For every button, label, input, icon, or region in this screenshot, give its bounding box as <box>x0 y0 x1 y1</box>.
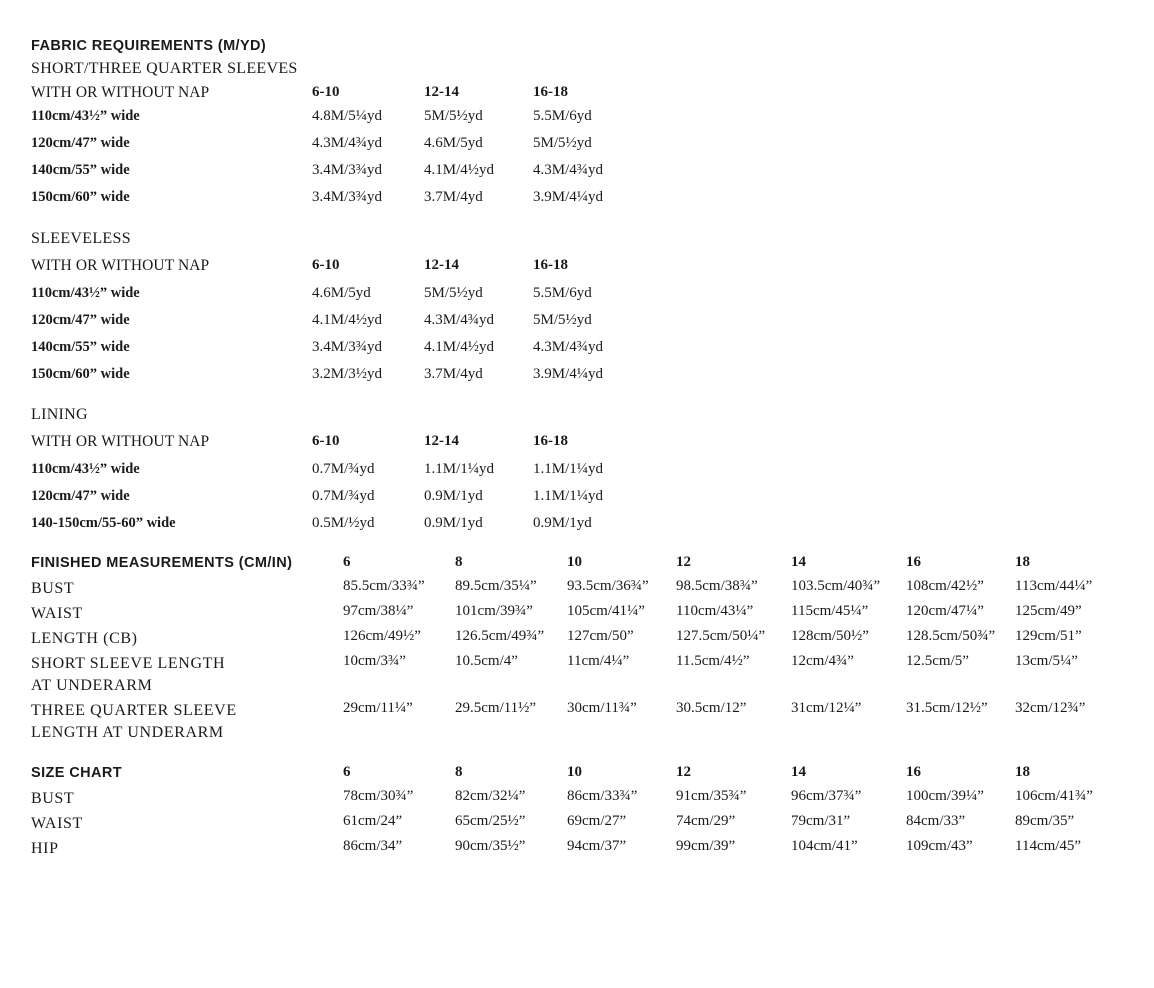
size-header: 12 <box>676 764 691 780</box>
fabric-width-label: 150cm/60” wide <box>31 189 130 205</box>
measurement-value: 78cm/30¾” <box>343 788 414 804</box>
size-header: 12-14 <box>424 84 459 100</box>
measurement-row <box>0 653 1154 697</box>
measurement-row <box>0 578 1154 600</box>
measurement-value: 30cm/11¾” <box>567 700 637 716</box>
measurement-value: 31.5cm/12½” <box>906 700 988 716</box>
size-header: 16-18 <box>533 433 568 449</box>
section-heading-sleeves: SHORT/THREE QUARTER SLEEVES <box>31 60 298 77</box>
measurement-value: 109cm/43” <box>906 838 973 854</box>
fabric-width-label: 120cm/47” wide <box>31 488 130 504</box>
fabric-value: 4.8M/5¼yd <box>312 108 383 124</box>
fabric-row <box>0 189 1154 211</box>
fabric-width-label: 150cm/60” wide <box>31 366 130 382</box>
measurement-value: 12.5cm/5” <box>906 653 969 669</box>
measurement-value: 129cm/51” <box>1015 628 1082 644</box>
nap-label: WITH OR WITHOUT NAP <box>31 257 210 274</box>
measurement-value: 65cm/25½” <box>455 813 526 829</box>
fabric-value: 5M/5½yd <box>424 108 483 124</box>
fabric-value: 1.1M/1¼yd <box>533 461 604 477</box>
fabric-value: 3.9M/4¼yd <box>533 366 604 382</box>
size-chart-title: SIZE CHART <box>31 765 122 781</box>
fabric-width-label: 120cm/47” wide <box>31 135 130 151</box>
nap-label: WITH OR WITHOUT NAP <box>31 84 210 101</box>
fabric-width-label: 140-150cm/55-60” wide <box>31 515 176 531</box>
measurement-label-continued: LENGTH AT UNDERARM <box>31 724 224 741</box>
measurement-value: 94cm/37” <box>567 838 627 854</box>
measurement-value: 10cm/3¾” <box>343 653 406 669</box>
measurement-value: 29.5cm/11½” <box>455 700 537 716</box>
finished-measurements-header-row <box>0 554 1154 576</box>
fabric-value: 4.3M/4¾yd <box>424 312 495 328</box>
fabric-width-label: 120cm/47” wide <box>31 312 130 328</box>
measurement-value: 11cm/4¼” <box>567 653 630 669</box>
measurement-row <box>0 700 1154 744</box>
fabric-row <box>0 488 1154 510</box>
fabric-value: 3.7M/4yd <box>424 366 483 382</box>
nap-label: WITH OR WITHOUT NAP <box>31 433 210 450</box>
size-header: 16-18 <box>533 84 568 100</box>
measurement-value: 31cm/12¼” <box>791 700 862 716</box>
fabric-row <box>0 339 1154 361</box>
measurement-value: 108cm/42½” <box>906 578 984 594</box>
measurement-value: 30.5cm/12” <box>676 700 747 716</box>
measurement-value: 69cm/27” <box>567 813 627 829</box>
measurement-label: SHORT SLEEVE LENGTH <box>31 655 226 672</box>
measurement-value: 93.5cm/36¾” <box>567 578 649 594</box>
measurement-label: HIP <box>31 840 59 857</box>
size-header: 10 <box>567 554 582 570</box>
fabric-value: 5.5M/6yd <box>533 108 592 124</box>
measurement-value: 126cm/49½” <box>343 628 421 644</box>
fabric-width-label: 110cm/43½” wide <box>31 285 140 301</box>
fabric-size-header-row <box>0 84 1154 106</box>
fabric-row <box>0 461 1154 483</box>
measurement-label: WAIST <box>31 605 83 622</box>
measurement-value: 120cm/47¼” <box>906 603 984 619</box>
measurement-value: 11.5cm/4½” <box>676 653 750 669</box>
size-header: 14 <box>791 764 806 780</box>
size-header: 14 <box>791 554 806 570</box>
fabric-size-header-row <box>0 433 1154 455</box>
size-header: 8 <box>455 554 463 570</box>
measurement-value: 89cm/35” <box>1015 813 1075 829</box>
size-header: 18 <box>1015 764 1030 780</box>
measurement-value: 86cm/34” <box>343 838 403 854</box>
fabric-value: 0.7M/¾yd <box>312 488 375 504</box>
fabric-row <box>0 162 1154 184</box>
size-header: 6 <box>343 554 351 570</box>
measurement-value: 84cm/33” <box>906 813 966 829</box>
measurement-label: THREE QUARTER SLEEVE <box>31 702 237 719</box>
measurement-value: 128.5cm/50¾” <box>906 628 996 644</box>
measurement-label: BUST <box>31 580 75 597</box>
size-header: 16-18 <box>533 257 568 273</box>
measurement-label: WAIST <box>31 815 83 832</box>
size-header: 6-10 <box>312 257 340 273</box>
measurement-value: 115cm/45¼” <box>791 603 869 619</box>
measurement-value: 125cm/49” <box>1015 603 1082 619</box>
fabric-width-label: 110cm/43½” wide <box>31 108 140 124</box>
section-heading-sleeveless: SLEEVELESS <box>31 230 131 247</box>
size-header: 6-10 <box>312 433 340 449</box>
size-header: 12-14 <box>424 433 459 449</box>
fabric-value: 4.3M/4¾yd <box>533 162 604 178</box>
fabric-value: 3.4M/3¾yd <box>312 162 383 178</box>
fabric-width-label: 110cm/43½” wide <box>31 461 140 477</box>
size-chart-header-row <box>0 764 1154 786</box>
measurement-value: 114cm/45” <box>1015 838 1082 854</box>
fabric-value: 4.1M/4½yd <box>424 162 495 178</box>
fabric-value: 5M/5½yd <box>424 285 483 301</box>
measurement-label-continued: AT UNDERARM <box>31 677 153 694</box>
measurement-value: 91cm/35¾” <box>676 788 747 804</box>
size-chart-row <box>0 788 1154 810</box>
fabric-value: 3.4M/3¾yd <box>312 339 383 355</box>
fabric-requirements-title: FABRIC REQUIREMENTS (M/YD) <box>31 38 267 54</box>
fabric-value: 0.5M/½yd <box>312 515 375 531</box>
measurement-value: 98.5cm/38¾” <box>676 578 758 594</box>
fabric-value: 4.3M/4¾yd <box>533 339 604 355</box>
fabric-row <box>0 366 1154 388</box>
measurement-row <box>0 603 1154 625</box>
measurement-row <box>0 628 1154 650</box>
measurement-value: 105cm/41¼” <box>567 603 645 619</box>
measurement-value: 12cm/4¾” <box>791 653 854 669</box>
measurement-value: 128cm/50½” <box>791 628 869 644</box>
size-header: 8 <box>455 764 463 780</box>
fabric-value: 3.2M/3½yd <box>312 366 383 382</box>
measurement-value: 13cm/5¼” <box>1015 653 1078 669</box>
measurement-value: 103.5cm/40¾” <box>791 578 881 594</box>
fabric-value: 0.9M/1yd <box>424 488 483 504</box>
section-heading-lining: LINING <box>31 406 88 423</box>
measurement-value: 82cm/32¼” <box>455 788 526 804</box>
measurement-value: 86cm/33¾” <box>567 788 638 804</box>
size-header: 12 <box>676 554 691 570</box>
measurement-value: 85.5cm/33¾” <box>343 578 425 594</box>
measurement-value: 127.5cm/50¼” <box>676 628 766 644</box>
measurement-value: 90cm/35½” <box>455 838 526 854</box>
measurement-value: 97cm/38¼” <box>343 603 414 619</box>
fabric-value: 5M/5½yd <box>533 312 592 328</box>
fabric-value: 0.7M/¾yd <box>312 461 375 477</box>
measurement-value: 74cm/29” <box>676 813 736 829</box>
fabric-value: 3.9M/4¼yd <box>533 189 604 205</box>
measurement-label: LENGTH (CB) <box>31 630 138 647</box>
fabric-value: 5.5M/6yd <box>533 285 592 301</box>
measurement-value: 110cm/43¼” <box>676 603 754 619</box>
size-chart-row <box>0 838 1154 860</box>
measurement-value: 127cm/50” <box>567 628 634 644</box>
measurement-value: 10.5cm/4” <box>455 653 518 669</box>
size-header: 16 <box>906 764 921 780</box>
measurement-label: BUST <box>31 790 75 807</box>
measurement-value: 79cm/31” <box>791 813 851 829</box>
fabric-width-label: 140cm/55” wide <box>31 339 130 355</box>
measurement-value: 29cm/11¼” <box>343 700 413 716</box>
finished-measurements-title: FINISHED MEASUREMENTS (CM/IN) <box>31 555 293 571</box>
fabric-value: 0.9M/1yd <box>424 515 483 531</box>
fabric-size-header-row <box>0 257 1154 279</box>
fabric-value: 4.6M/5yd <box>424 135 483 151</box>
measurement-value: 113cm/44¼” <box>1015 578 1093 594</box>
measurement-value: 100cm/39¼” <box>906 788 984 804</box>
fabric-value: 5M/5½yd <box>533 135 592 151</box>
fabric-value: 4.1M/4½yd <box>424 339 495 355</box>
fabric-row <box>0 312 1154 334</box>
fabric-row <box>0 108 1154 130</box>
fabric-row <box>0 285 1154 307</box>
fabric-value: 4.6M/5yd <box>312 285 371 301</box>
fabric-value: 4.3M/4¾yd <box>312 135 383 151</box>
fabric-value: 3.4M/3¾yd <box>312 189 383 205</box>
size-header: 10 <box>567 764 582 780</box>
fabric-value: 1.1M/1¼yd <box>533 488 604 504</box>
size-header: 6 <box>343 764 351 780</box>
measurement-value: 106cm/41¾” <box>1015 788 1093 804</box>
measurement-value: 61cm/24” <box>343 813 403 829</box>
fabric-row <box>0 135 1154 157</box>
measurement-value: 99cm/39” <box>676 838 736 854</box>
measurement-value: 104cm/41” <box>791 838 858 854</box>
size-header: 18 <box>1015 554 1030 570</box>
measurement-value: 89.5cm/35¼” <box>455 578 537 594</box>
fabric-value: 1.1M/1¼yd <box>424 461 495 477</box>
size-header: 12-14 <box>424 257 459 273</box>
measurement-value: 101cm/39¾” <box>455 603 533 619</box>
size-header: 6-10 <box>312 84 340 100</box>
measurement-value: 126.5cm/49¾” <box>455 628 545 644</box>
size-chart-row <box>0 813 1154 835</box>
fabric-width-label: 140cm/55” wide <box>31 162 130 178</box>
size-header: 16 <box>906 554 921 570</box>
fabric-row <box>0 515 1154 537</box>
measurement-value: 32cm/12¾” <box>1015 700 1086 716</box>
fabric-value: 3.7M/4yd <box>424 189 483 205</box>
fabric-value: 4.1M/4½yd <box>312 312 383 328</box>
measurement-value: 96cm/37¾” <box>791 788 862 804</box>
fabric-value: 0.9M/1yd <box>533 515 592 531</box>
